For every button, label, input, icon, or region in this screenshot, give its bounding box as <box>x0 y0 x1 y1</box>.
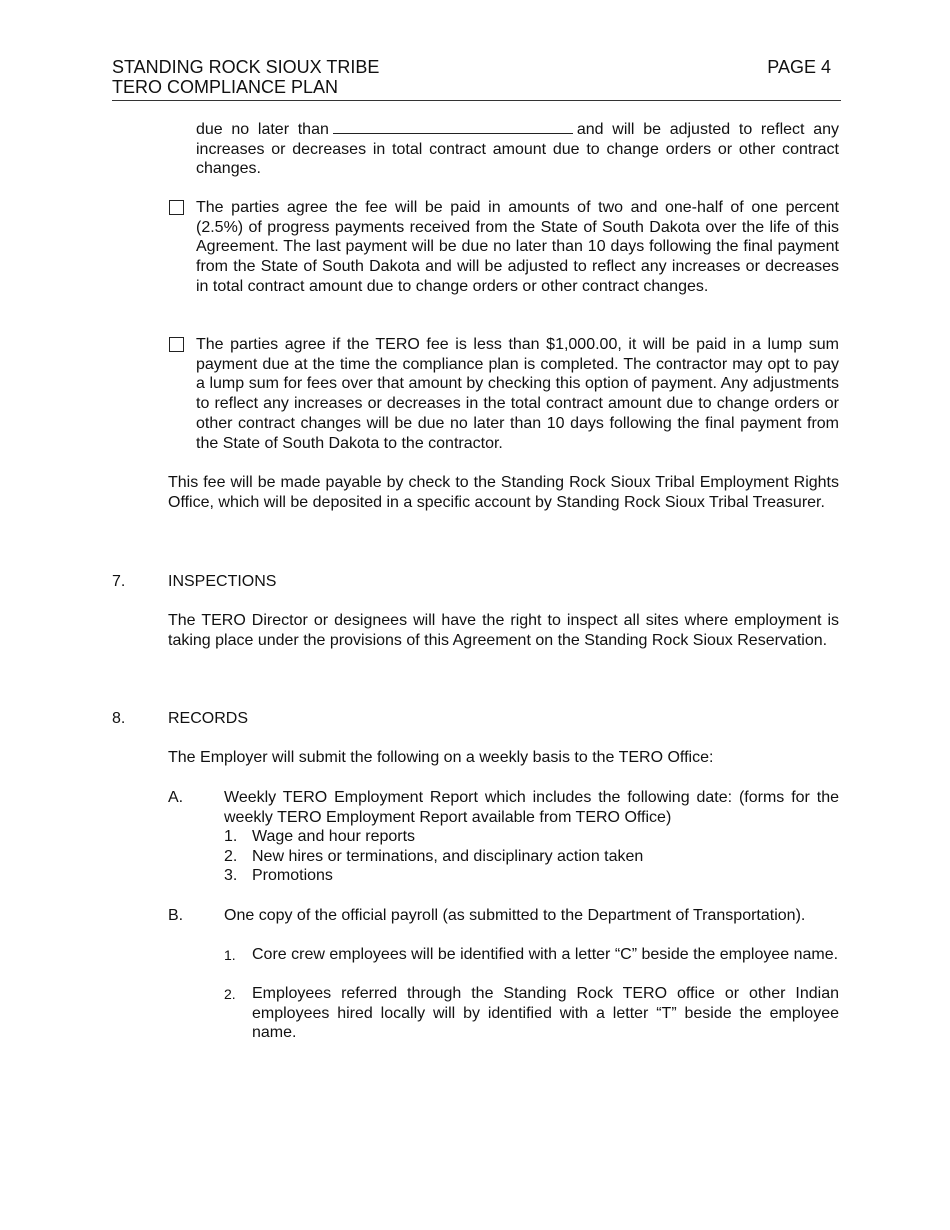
header-plan-title: TERO COMPLIANCE PLAN <box>112 77 339 97</box>
section-8-title: RECORDS <box>168 710 249 727</box>
header-org: STANDING ROCK SIOUX TRIBE <box>112 57 380 77</box>
section-8-number: 8. <box>112 710 126 727</box>
intro-pre: due no later than <box>196 121 329 138</box>
item-b-sub-1-number: 1. <box>224 947 236 963</box>
section-7-body: The TERO Director or designees will have the right to inspect all sites where employment is taking place under the provisions of this Agreement on the Standing Rock Sioux Reservation. <box>168 612 839 649</box>
option-1-checkbox[interactable] <box>169 200 184 215</box>
intro-post: and will be adjusted to reflect any increases or decreases in total contract amount due to change orders or other contract changes. <box>196 121 840 178</box>
item-a-sub-1-number: 1. <box>224 828 238 845</box>
section-7-title: INSPECTIONS <box>168 573 277 590</box>
page-number: PAGE 4 <box>767 57 831 77</box>
section-8-intro: The Employer will submit the following on a weekly basis to the TERO Office: <box>168 749 714 766</box>
item-b-sub-2-text: Employees referred through the Standing Rock TERO office or other Indian employees hired locally will by identified with a letter “T” beside the employee name. <box>252 985 839 1042</box>
page-header <box>112 57 841 97</box>
section-7-number: 7. <box>112 573 126 590</box>
option-2-checkbox[interactable] <box>169 337 184 352</box>
item-b-letter: B. <box>168 907 184 924</box>
intro-paragraph <box>196 119 839 179</box>
item-a-sub-2-text: New hires or terminations, and disciplinary action taken <box>252 848 644 865</box>
item-a-letter: A. <box>168 789 184 806</box>
item-a-sub-2-number: 2. <box>224 848 238 865</box>
option-2-text: The parties agree if the TERO fee is less than $1,000.00, it will be paid in a lump sum payment due at the time the compliance plan is completed. The contractor may opt to pay a lump sum for fees over that amount by checking this option of payment. Any adjustments to reflect any increases or decreases in the total contract amount due to change orders or other contract changes will be due no later than 10 days following the final payment from the State of South Dakota to the contractor. <box>196 336 839 452</box>
item-a-text: Weekly TERO Employment Report which includes the following date: (forms for the weekly TERO Employment Report available from TERO Office) <box>224 789 839 826</box>
item-a-sub-1-text: Wage and hour reports <box>252 828 416 845</box>
item-b-sub-1-text: Core crew employees will be identified with a letter “C” beside the employee name. <box>252 946 839 963</box>
option-1-text: The parties agree the fee will be paid in amounts of two and one-half of one percent (2.5%) of progress payments received from the State of South Dakota over the life of this Agreement. The last payment will be due no later than 10 days following the final payment from the State of South Dakota and will be adjusted to reflect any increases or decreases in total contract amount due to change orders or other contract changes. <box>196 199 839 295</box>
item-a-sub-3-text: Promotions <box>252 867 333 884</box>
fee-paragraph: This fee will be made payable by check to the Standing Rock Sioux Tribal Employment Rights Office, which will be deposited in a specific account by Standing Rock Sioux Tribal Treasurer. <box>168 474 839 511</box>
item-a-sub-3-number: 3. <box>224 867 238 884</box>
due-date-blank[interactable] <box>333 119 573 134</box>
header-divider <box>112 100 841 101</box>
item-b-sub-2-number: 2. <box>224 986 236 1002</box>
item-b-text: One copy of the official payroll (as submitted to the Department of Transportation). <box>224 907 806 924</box>
